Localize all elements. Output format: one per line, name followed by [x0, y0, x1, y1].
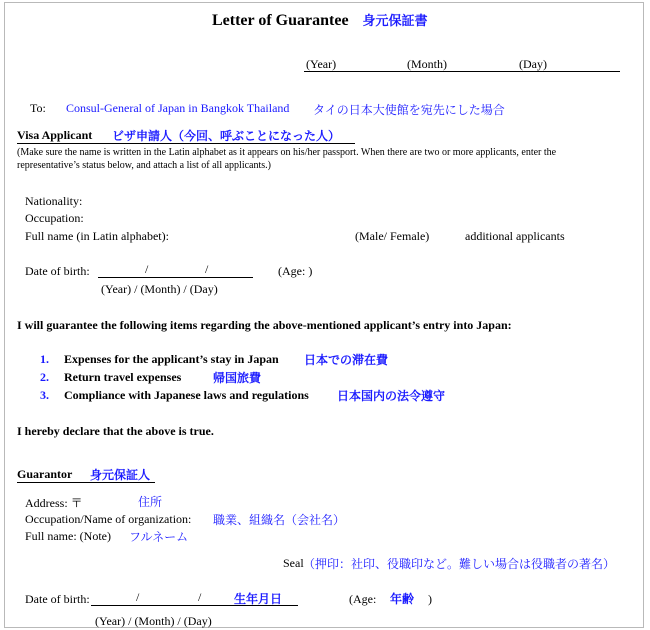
- item-1-num: 1.: [40, 352, 49, 366]
- title-jp: 身元保証書: [362, 14, 428, 29]
- declaration: I hereby declare that the above is true.: [17, 424, 214, 438]
- seal-label: Seal: [283, 556, 304, 570]
- title-en: Letter of Guarantee: [212, 12, 349, 29]
- to-jp: タイの日本大使館を宛先にした場合: [313, 103, 505, 117]
- item-3-jp: 日本国内の法令遵守: [337, 389, 446, 403]
- guarantor-address-jp: 住所: [138, 495, 163, 509]
- nationality-label: Nationality:: [25, 194, 83, 208]
- guarantor-address-label: Address: 〒: [25, 496, 83, 510]
- note-line-1: (Make sure the name is written in the Latin alphabet as it appears on his/her passport. When there are two or more applicants, enter the: [17, 147, 557, 158]
- additional-applicants-label: additional applicants: [465, 229, 565, 243]
- guarantor-dob-sep2: /: [198, 590, 202, 604]
- to-label: To:: [30, 101, 46, 115]
- fullname-label: Full name (in Latin alphabet):: [25, 229, 169, 243]
- date-underline: [304, 71, 620, 72]
- visa-applicant-jp: ビザ申請人（今回、呼ぶことになった人）: [112, 129, 341, 143]
- guarantor-jp: 身元保証人: [90, 468, 151, 482]
- item-3-text: Compliance with Japanese laws and regulations: [64, 388, 309, 402]
- guarantor-dob-sep1: /: [136, 590, 140, 604]
- seal-jp: （押印：社印、役職印など。難しい場合は役職者の著名）: [303, 557, 616, 571]
- item-2-text: Return travel expenses: [64, 370, 182, 384]
- visa-applicant-heading: Visa Applicant: [17, 128, 93, 142]
- item-2-jp: 帰国旅費: [213, 371, 262, 385]
- guarantor-age-jp: 年齢: [390, 592, 415, 606]
- item-3-num: 3.: [40, 388, 49, 402]
- item-1-jp: 日本での滞在費: [304, 353, 389, 367]
- date-year: (Year): [306, 57, 337, 71]
- item-1-text: Expenses for the applicant’s stay in Japan: [64, 352, 279, 366]
- guarantor-dob-jp: 生年月日: [234, 592, 283, 606]
- guarantor-dob-format: (Year) / (Month) / (Day): [95, 614, 212, 628]
- to-value: Consul-General of Japan in Bangkok Thailand: [66, 101, 290, 115]
- guarantor-heading: Guarantor: [17, 467, 73, 481]
- applicant-dob-line: [98, 277, 253, 278]
- applicant-age-label: (Age: ): [278, 264, 313, 278]
- guarantor-fullname-jp: フルネーム: [129, 530, 189, 544]
- guarantor-occupation-label: Occupation/Name of organization:: [25, 512, 192, 526]
- gender-label: (Male/ Female): [355, 229, 430, 243]
- date-day: (Day): [519, 57, 547, 71]
- guarantee-intro: I will guarantee the following items regarding the above-mentioned applicant’s entry into Japan:: [17, 318, 512, 332]
- item-2-num: 2.: [40, 370, 49, 384]
- guarantor-age-close: ): [428, 592, 432, 606]
- applicant-dob-label: Date of birth:: [25, 264, 90, 278]
- guarantor-occupation-jp: 職業、組織名（会社名）: [213, 513, 346, 527]
- guarantor-heading-underline: [17, 482, 155, 483]
- applicant-dob-sep2: /: [205, 262, 209, 276]
- visa-heading-underline: [17, 143, 355, 144]
- note-line-2: representative’s status below, and attach a list of all applicants.): [17, 160, 271, 171]
- occupation-label: Occupation:: [25, 211, 84, 225]
- guarantor-age-label: (Age:: [349, 592, 377, 606]
- document-title: [212, 10, 428, 30]
- guarantor-fullname-label: Full name: (Note): [25, 529, 111, 543]
- guarantor-dob-label: Date of birth:: [25, 592, 90, 606]
- date-month: (Month): [407, 57, 447, 71]
- applicant-dob-sep1: /: [145, 262, 149, 276]
- applicant-dob-format: (Year) / (Month) / (Day): [101, 282, 218, 296]
